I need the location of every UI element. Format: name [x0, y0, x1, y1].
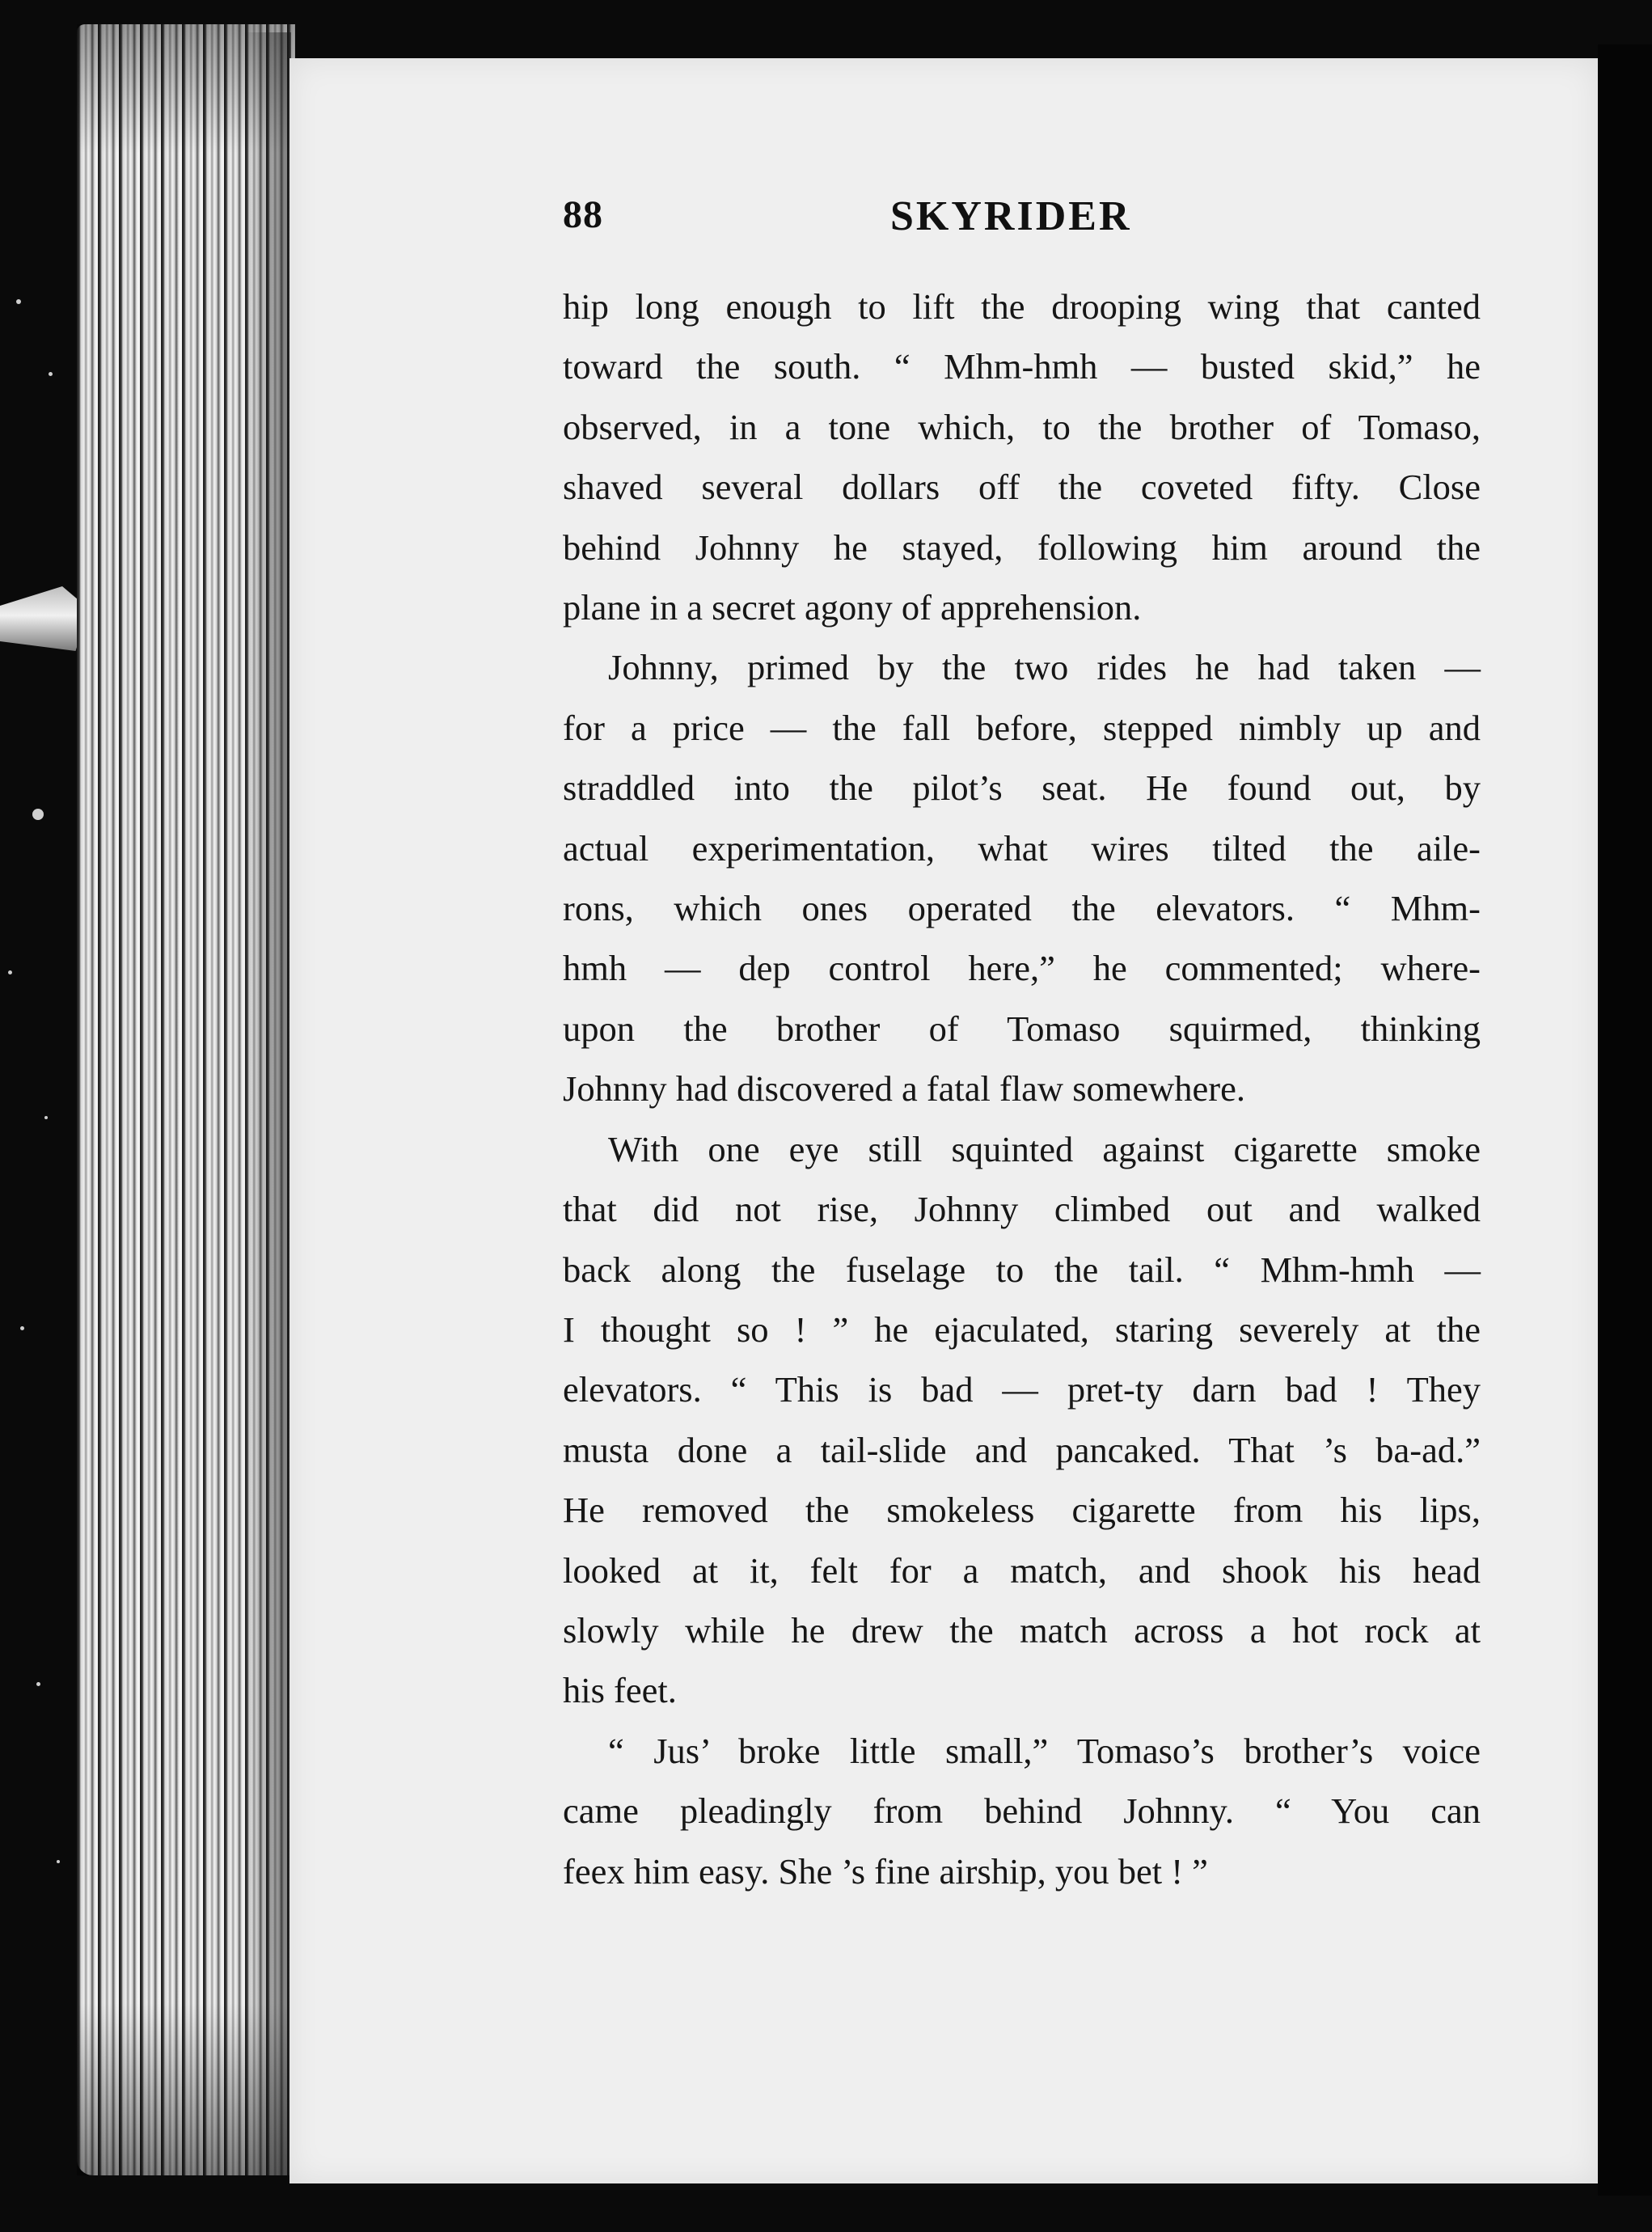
paragraph-3 [563, 1119, 1481, 1721]
page-number: 88 [563, 193, 603, 236]
text-line: plane in a secret agony of apprehension. [563, 587, 1142, 628]
paragraph-4 [563, 1721, 1481, 1901]
dust-speck [32, 809, 44, 820]
text-line: “ Jus’ broke little small,” Tomaso’s brother’s voice [608, 1730, 1481, 1771]
text-line: With one eye still squinted against cigarette smoke [608, 1128, 1481, 1169]
dust-speck [16, 299, 21, 304]
text-line: slowly while he drew the match across a hot rock at [563, 1609, 1481, 1651]
text-line: He removed the smokeless cigarette from his lips, [563, 1490, 1481, 1531]
text-line: his feet. [563, 1670, 677, 1711]
text-line: for a price — the fall before, stepped nimbly up and [563, 707, 1481, 748]
text-line: shaved several dollars off the coveted fifty. Close [563, 467, 1481, 508]
book-page [289, 58, 1598, 2183]
text-line: upon the brother of Tomaso squirmed, thinking [563, 1008, 1481, 1049]
dust-speck [20, 1326, 24, 1330]
text-line: observed, in a tone which, to the brother of Tomaso, [563, 406, 1481, 447]
running-head [563, 192, 1652, 257]
text-line: that did not rise, Johnny climbed out and walked [563, 1189, 1481, 1230]
text-line: hip long enough to lift the drooping wing that canted [563, 286, 1481, 327]
dust-speck [57, 1860, 60, 1863]
dust-speck [36, 1682, 40, 1686]
body-text [563, 277, 1481, 1901]
text-line: back along the fuselage to the tail. “ Mhm-hmh — [563, 1249, 1481, 1290]
right-dark-edge [1598, 44, 1652, 2196]
dust-speck [8, 970, 12, 974]
text-line: straddled into the pilot’s seat. He found out, by [563, 767, 1481, 809]
text-line: feex him easy. She ’s fine airship, you bet ! ” [563, 1850, 1208, 1892]
paragraph-1 [563, 277, 1481, 637]
text-line: looked at it, felt for a match, and shook his head [563, 1549, 1481, 1591]
dust-speck [44, 1116, 48, 1119]
text-line: I thought so ! ” he ejaculated, staring severely at the [563, 1308, 1481, 1350]
text-line: rons, which ones operated the elevators. “ Mhm- [563, 888, 1481, 929]
book-title: SKYRIDER [890, 193, 1132, 239]
text-line: Johnny, primed by the two rides he had taken — [608, 647, 1481, 688]
text-line: behind Johnny he stayed, following him around the [563, 526, 1481, 568]
text-line: toward the south. “ Mhm-hmh — busted skid,” he [563, 346, 1481, 387]
text-line: musta done a tail-slide and pancaked. That ’s ba-ad.” [563, 1429, 1481, 1470]
paragraph-2 [563, 637, 1481, 1118]
dust-speck [49, 372, 53, 376]
text-line: actual experimentation, what wires tilted the aile- [563, 827, 1481, 869]
text-line: elevators. “ This is bad — pret-ty darn bad ! They [563, 1369, 1481, 1410]
text-line: came pleadingly from behind Johnny. “ You can [563, 1790, 1481, 1832]
spine-shadow [243, 32, 291, 2175]
text-line: Johnny had discovered a fatal flaw somewhere. [563, 1068, 1245, 1110]
text-line: hmh — dep control here,” he commented; where- [563, 948, 1481, 989]
